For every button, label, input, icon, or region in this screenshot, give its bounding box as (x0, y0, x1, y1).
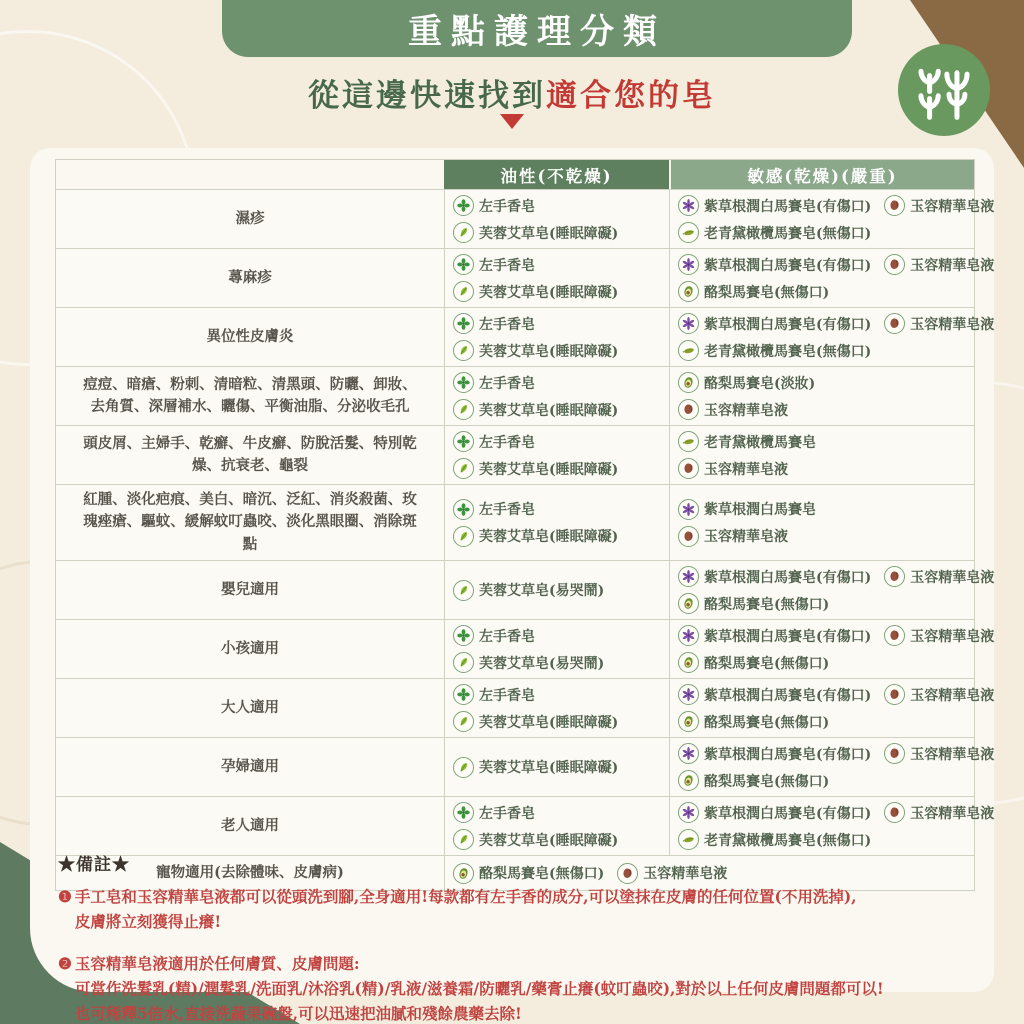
soap-name: 玉容精華皂液 (910, 628, 995, 645)
row-label: 蕁麻疹 (228, 268, 272, 286)
serum-seed-icon (678, 399, 699, 420)
table-row (56, 426, 974, 485)
cell-line (678, 431, 966, 452)
soap-item (453, 340, 618, 361)
lefthand-plant-icon (453, 372, 474, 393)
lefthand-plant-icon (453, 625, 474, 646)
cell-line (453, 684, 661, 705)
soap-item (678, 499, 816, 520)
subtitle-green-text: 從這邊快速找到 (308, 78, 546, 114)
cell-line (678, 625, 994, 646)
soap-name: 芙蓉艾草皂(睡眠障礙) (479, 284, 619, 301)
mugwort-leaf-icon (453, 580, 474, 601)
soap-item (678, 566, 871, 587)
sensitive-cell (669, 367, 974, 425)
soap-name: 紫草根潤白馬賽皂(有傷口) (704, 628, 872, 645)
purple-gromwell-flower-icon (678, 802, 699, 823)
soap-item (453, 254, 535, 275)
sensitive-cell (669, 308, 1002, 366)
oily-cell (444, 561, 669, 619)
cell-line (678, 340, 994, 361)
soap-item (678, 625, 871, 646)
serum-seed-icon (678, 526, 699, 547)
soap-item (678, 372, 815, 393)
cell-line (453, 580, 661, 601)
cell-line (453, 526, 661, 547)
soap-item (678, 802, 871, 823)
soap-name: 芙蓉艾草皂(易哭鬧) (479, 583, 605, 600)
note-number-icon: ❷ (58, 954, 72, 973)
oily-cell (444, 190, 669, 248)
cell-line (453, 757, 661, 778)
serum-seed-icon (884, 195, 905, 216)
soap-name: 老青黛橄欖馬賽皂(無傷口) (704, 225, 872, 242)
purple-gromwell-flower-icon (678, 743, 699, 764)
soap-name: 酪梨馬賽皂(無傷口) (704, 655, 830, 672)
row-label: 大人適用 (221, 699, 279, 717)
soap-name: 玉容精華皂液 (910, 805, 995, 822)
table-row (56, 561, 995, 620)
table-row (56, 190, 995, 249)
sensitive-cell (669, 738, 1002, 796)
serum-seed-icon (884, 802, 905, 823)
soap-item (453, 802, 535, 823)
note-text (75, 884, 857, 934)
soap-item (678, 254, 871, 275)
note-item (58, 951, 970, 1024)
soap-name: 老青黛橄欖馬賽皂 (704, 434, 816, 451)
purple-gromwell-flower-icon (678, 625, 699, 646)
brand-logo (898, 44, 990, 136)
soap-item (453, 625, 535, 646)
cell-line (453, 399, 661, 420)
soap-name: 芙蓉艾草皂(睡眠障礙) (479, 760, 619, 777)
oily-cell (444, 620, 669, 678)
cell-line (678, 566, 994, 587)
cell-line (453, 254, 661, 275)
soap-name: 玉容精華皂液 (704, 529, 788, 546)
oily-cell (444, 249, 669, 307)
purple-gromwell-flower-icon (678, 499, 699, 520)
avocado-icon (678, 770, 699, 791)
soap-item (453, 711, 618, 732)
down-arrow-icon (500, 114, 524, 129)
soap-name: 紫草根潤白馬賽皂(有傷口) (704, 805, 872, 822)
cell-line (678, 526, 966, 547)
sensitive-cell (669, 561, 1002, 619)
note-line: 也可稀釋5倍水,直接洗蔬果碗盤,可以迅速把油膩和殘餘農藥去除! (74, 1004, 522, 1023)
note-number-icon: ❶ (58, 887, 72, 906)
indigo-olive-leaf-icon (678, 222, 699, 243)
soap-name: 左手香皂 (479, 375, 535, 392)
avocado-icon (678, 281, 699, 302)
row-label: 異位性皮膚炎 (206, 327, 294, 345)
soap-item (453, 222, 618, 243)
soap-name: 玉容精華皂液 (704, 402, 788, 419)
table-row (56, 485, 974, 561)
oily-cell (444, 797, 669, 855)
cell-line (678, 313, 994, 334)
soap-name: 玉容精華皂液 (910, 746, 995, 763)
soap-item (453, 652, 604, 673)
cell-line (678, 652, 994, 673)
soap-name: 酪梨馬賽皂(無傷口) (704, 596, 830, 613)
mugwort-leaf-icon (453, 222, 474, 243)
soap-name: 紫草根潤白馬賽皂(有傷口) (704, 746, 872, 763)
subtitle (0, 70, 1024, 115)
oily-cell (444, 679, 669, 737)
note-line: 玉容精華皂液適用於任何膚質、皮膚問題: (74, 954, 360, 973)
soap-name: 玉容精華皂液 (704, 461, 788, 478)
lefthand-plant-icon (453, 684, 474, 705)
cell-line (453, 458, 661, 479)
purple-gromwell-flower-icon (678, 254, 699, 275)
cell-line (678, 372, 966, 393)
soap-item (453, 684, 535, 705)
soap-item (884, 566, 994, 587)
lefthand-plant-icon (453, 802, 474, 823)
oily-cell (444, 426, 669, 484)
soap-item (453, 580, 604, 601)
soap-name: 芙蓉艾草皂(睡眠障礙) (479, 461, 619, 478)
soap-item (453, 499, 535, 520)
cell-line (678, 711, 994, 732)
note-line: 手工皂和玉容精華皂液都可以從頭洗到腳,全身適用!每款都有左手香的成分,可以塗抹在皮膚的任何位置(不用洗掉), (74, 887, 857, 906)
mugwort-leaf-icon (453, 340, 474, 361)
row-label: 濕疹 (235, 209, 265, 227)
table-row (56, 367, 974, 426)
soap-item (678, 399, 788, 420)
subtitle-red-text: 適合您的皂 (546, 78, 716, 114)
cell-line (453, 431, 661, 452)
cell-line (678, 222, 994, 243)
cell-line (453, 372, 661, 393)
soap-item (453, 829, 618, 850)
cell-line (678, 802, 994, 823)
table-row (56, 797, 995, 856)
soap-name: 芙蓉艾草皂(睡眠障礙) (479, 225, 619, 242)
soap-name: 芙蓉艾草皂(睡眠障礙) (479, 343, 619, 360)
soap-item (678, 340, 871, 361)
table-row (56, 249, 995, 308)
cell-line (678, 593, 994, 614)
serum-seed-icon (884, 625, 905, 646)
mugwort-leaf-icon (453, 711, 474, 732)
row-label: 寵物適用(去除體味、皮膚病) (156, 864, 344, 882)
soap-name: 紫草根潤白馬賽皂(有傷口) (704, 569, 872, 586)
purple-gromwell-flower-icon (678, 313, 699, 334)
table-header-row (56, 160, 974, 190)
cell-line (453, 222, 661, 243)
soap-item (884, 684, 994, 705)
row-label: 小孩適用 (221, 640, 279, 658)
avocado-icon (678, 372, 699, 393)
cell-line (678, 458, 966, 479)
row-label: 老人適用 (221, 817, 279, 835)
soap-name: 紫草根潤白馬賽皂(有傷口) (704, 687, 872, 704)
cell-line (453, 711, 661, 732)
notes-header: ★備註★ (58, 855, 130, 875)
note-item (58, 884, 970, 934)
cell-line (453, 829, 661, 850)
cell-line (678, 254, 994, 275)
note-text (75, 951, 884, 1024)
soap-item (453, 195, 535, 216)
soap-item (678, 431, 816, 452)
soap-item (678, 652, 829, 673)
soap-item (678, 458, 788, 479)
soap-item (678, 593, 829, 614)
soap-name: 芙蓉艾草皂(睡眠障礙) (479, 832, 619, 849)
sensitive-cell (669, 797, 1002, 855)
table-row (56, 679, 995, 738)
lefthand-plant-icon (453, 499, 474, 520)
soap-item (453, 399, 618, 420)
serum-seed-icon (884, 743, 905, 764)
soap-name: 紫草根潤白馬賽皂(有傷口) (704, 316, 872, 333)
oily-cell (444, 367, 669, 425)
cell-line (453, 625, 661, 646)
header-sensitive: 敏感(乾燥)(嚴重) (669, 160, 974, 189)
soap-name: 酪梨馬賽皂(無傷口) (704, 714, 830, 731)
soap-name: 左手香皂 (479, 805, 535, 822)
serum-seed-icon (678, 458, 699, 479)
soap-name: 紫草根潤白馬賽皂 (704, 502, 816, 519)
soap-item (884, 625, 994, 646)
cell-line (453, 802, 661, 823)
soap-name: 紫草根潤白馬賽皂(有傷口) (704, 257, 872, 274)
sensitive-cell (669, 249, 1002, 307)
note-line: 可當作洗髮乳(精)/潤髮乳/洗面乳/沐浴乳(精)/乳液/滋養霜/防曬乳/藥膏止癢(蚊叮蟲咬),對於以上任何皮膚問題都可以! (74, 979, 884, 998)
soap-name: 左手香皂 (479, 434, 535, 451)
soap-item (453, 526, 618, 547)
row-label: 孕婦適用 (221, 758, 279, 776)
sensitive-cell (669, 485, 974, 560)
mugwort-leaf-icon (453, 652, 474, 673)
avocado-icon (678, 652, 699, 673)
soap-item (678, 743, 871, 764)
serum-seed-icon (884, 313, 905, 334)
serum-seed-icon (884, 684, 905, 705)
soap-item (678, 684, 871, 705)
cell-line (453, 281, 661, 302)
row-label: 頭皮屑、主婦手、乾癬、牛皮癬、防脫活髮、特別乾燥、抗衰老、龜裂 (83, 434, 417, 474)
mugwort-leaf-icon (453, 829, 474, 850)
serum-seed-icon (884, 254, 905, 275)
soap-name: 玉容精華皂液 (910, 569, 995, 586)
soap-name: 酪梨馬賽皂(無傷口) (704, 284, 830, 301)
soap-item (678, 711, 829, 732)
soap-name: 左手香皂 (479, 502, 535, 519)
soap-item (884, 313, 994, 334)
soap-item (678, 526, 788, 547)
cell-line (453, 313, 661, 334)
mugwort-leaf-icon (453, 757, 474, 778)
row-label: 痘痘、暗瘡、粉刺、清暗粒、清黑頭、防曬、卸妝、去角質、深層補水、曬傷、平衡油脂、分泌收毛孔 (83, 375, 417, 415)
lefthand-plant-icon (453, 195, 474, 216)
cell-line (678, 499, 966, 520)
cell-line (678, 743, 994, 764)
soap-name: 左手香皂 (479, 628, 535, 645)
lefthand-plant-icon (453, 313, 474, 334)
sensitive-cell (669, 426, 974, 484)
mugwort-leaf-icon (453, 281, 474, 302)
title-banner (222, 0, 852, 57)
indigo-olive-leaf-icon (678, 829, 699, 850)
oily-cell (444, 485, 669, 560)
soap-name: 酪梨馬賽皂(無傷口) (704, 773, 830, 790)
indigo-olive-leaf-icon (678, 431, 699, 452)
oily-cell (444, 308, 669, 366)
soap-item (884, 195, 994, 216)
row-label: 嬰兒適用 (221, 581, 279, 599)
cell-line (678, 829, 994, 850)
soap-item (453, 431, 535, 452)
soap-item (453, 372, 535, 393)
cell-line (453, 340, 661, 361)
soap-item (884, 743, 994, 764)
lefthand-plant-icon (453, 431, 474, 452)
soap-name: 芙蓉艾草皂(睡眠障礙) (479, 529, 619, 546)
header-empty-cell (56, 160, 444, 189)
purple-gromwell-flower-icon (678, 195, 699, 216)
cell-line (453, 499, 661, 520)
soap-name: 玉容精華皂液 (910, 687, 995, 704)
page-title: 重點護理分類 (408, 12, 666, 52)
sensitive-cell (669, 190, 1002, 248)
header-oily: 油性(不乾燥) (444, 160, 669, 189)
soap-item (453, 458, 618, 479)
row-label: 紅腫、淡化疤痕、美白、暗沉、泛紅、消炎殺菌、玫瑰痤瘡、驅蚊、緩解蚊叮蟲咬、淡化黑眼圈、消除斑點 (83, 491, 417, 553)
soap-item (453, 757, 618, 778)
purple-gromwell-flower-icon (678, 566, 699, 587)
soap-name: 酪梨馬賽皂(淡妝) (704, 375, 816, 392)
soap-item (453, 281, 618, 302)
soap-name: 玉容精華皂液 (910, 198, 995, 215)
table-row (56, 620, 995, 679)
sensitive-cell (669, 620, 1002, 678)
soap-name: 玉容精華皂液 (910, 257, 995, 274)
cell-line (453, 652, 661, 673)
soap-name: 老青黛橄欖馬賽皂(無傷口) (704, 832, 872, 849)
cell-line (678, 195, 994, 216)
soap-item (678, 770, 829, 791)
cell-line (453, 195, 661, 216)
soap-name: 左手香皂 (479, 257, 535, 274)
soap-item (678, 313, 871, 334)
care-classification-table (55, 159, 995, 891)
table-row (56, 308, 995, 367)
note-line: 皮膚將立刻獲得止癢! (74, 912, 222, 931)
avocado-icon (678, 593, 699, 614)
purple-gromwell-flower-icon (678, 684, 699, 705)
soap-item (678, 222, 871, 243)
soap-item (678, 195, 871, 216)
soap-name: 左手香皂 (479, 198, 535, 215)
soap-name: 紫草根潤白馬賽皂(有傷口) (704, 198, 872, 215)
oily-cell (444, 738, 669, 796)
table-row (56, 738, 995, 797)
avocado-icon (678, 711, 699, 732)
soap-item (884, 802, 994, 823)
notes-section (58, 850, 970, 1024)
soap-name: 酪梨馬賽皂(無傷口) (479, 866, 605, 883)
cell-line (678, 399, 966, 420)
indigo-olive-leaf-icon (678, 340, 699, 361)
cell-line (678, 281, 994, 302)
sprouts-logo-icon (908, 54, 980, 126)
soap-name: 左手香皂 (479, 687, 535, 704)
mugwort-leaf-icon (453, 526, 474, 547)
mugwort-leaf-icon (453, 399, 474, 420)
soap-name: 芙蓉艾草皂(睡眠障礙) (479, 402, 619, 419)
soap-name: 芙蓉艾草皂(易哭鬧) (479, 655, 605, 672)
soap-item (884, 254, 994, 275)
cell-line (678, 684, 994, 705)
lefthand-plant-icon (453, 254, 474, 275)
serum-seed-icon (884, 566, 905, 587)
soap-item (678, 829, 871, 850)
soap-item (453, 313, 535, 334)
soap-name: 玉容精華皂液 (643, 866, 728, 883)
soap-name: 老青黛橄欖馬賽皂(無傷口) (704, 343, 872, 360)
soap-name: 左手香皂 (479, 316, 535, 333)
soap-item (678, 281, 829, 302)
sensitive-cell (669, 679, 1002, 737)
soap-name: 玉容精華皂液 (910, 316, 995, 333)
soap-name: 芙蓉艾草皂(睡眠障礙) (479, 714, 619, 731)
mugwort-leaf-icon (453, 458, 474, 479)
cell-line (678, 770, 994, 791)
